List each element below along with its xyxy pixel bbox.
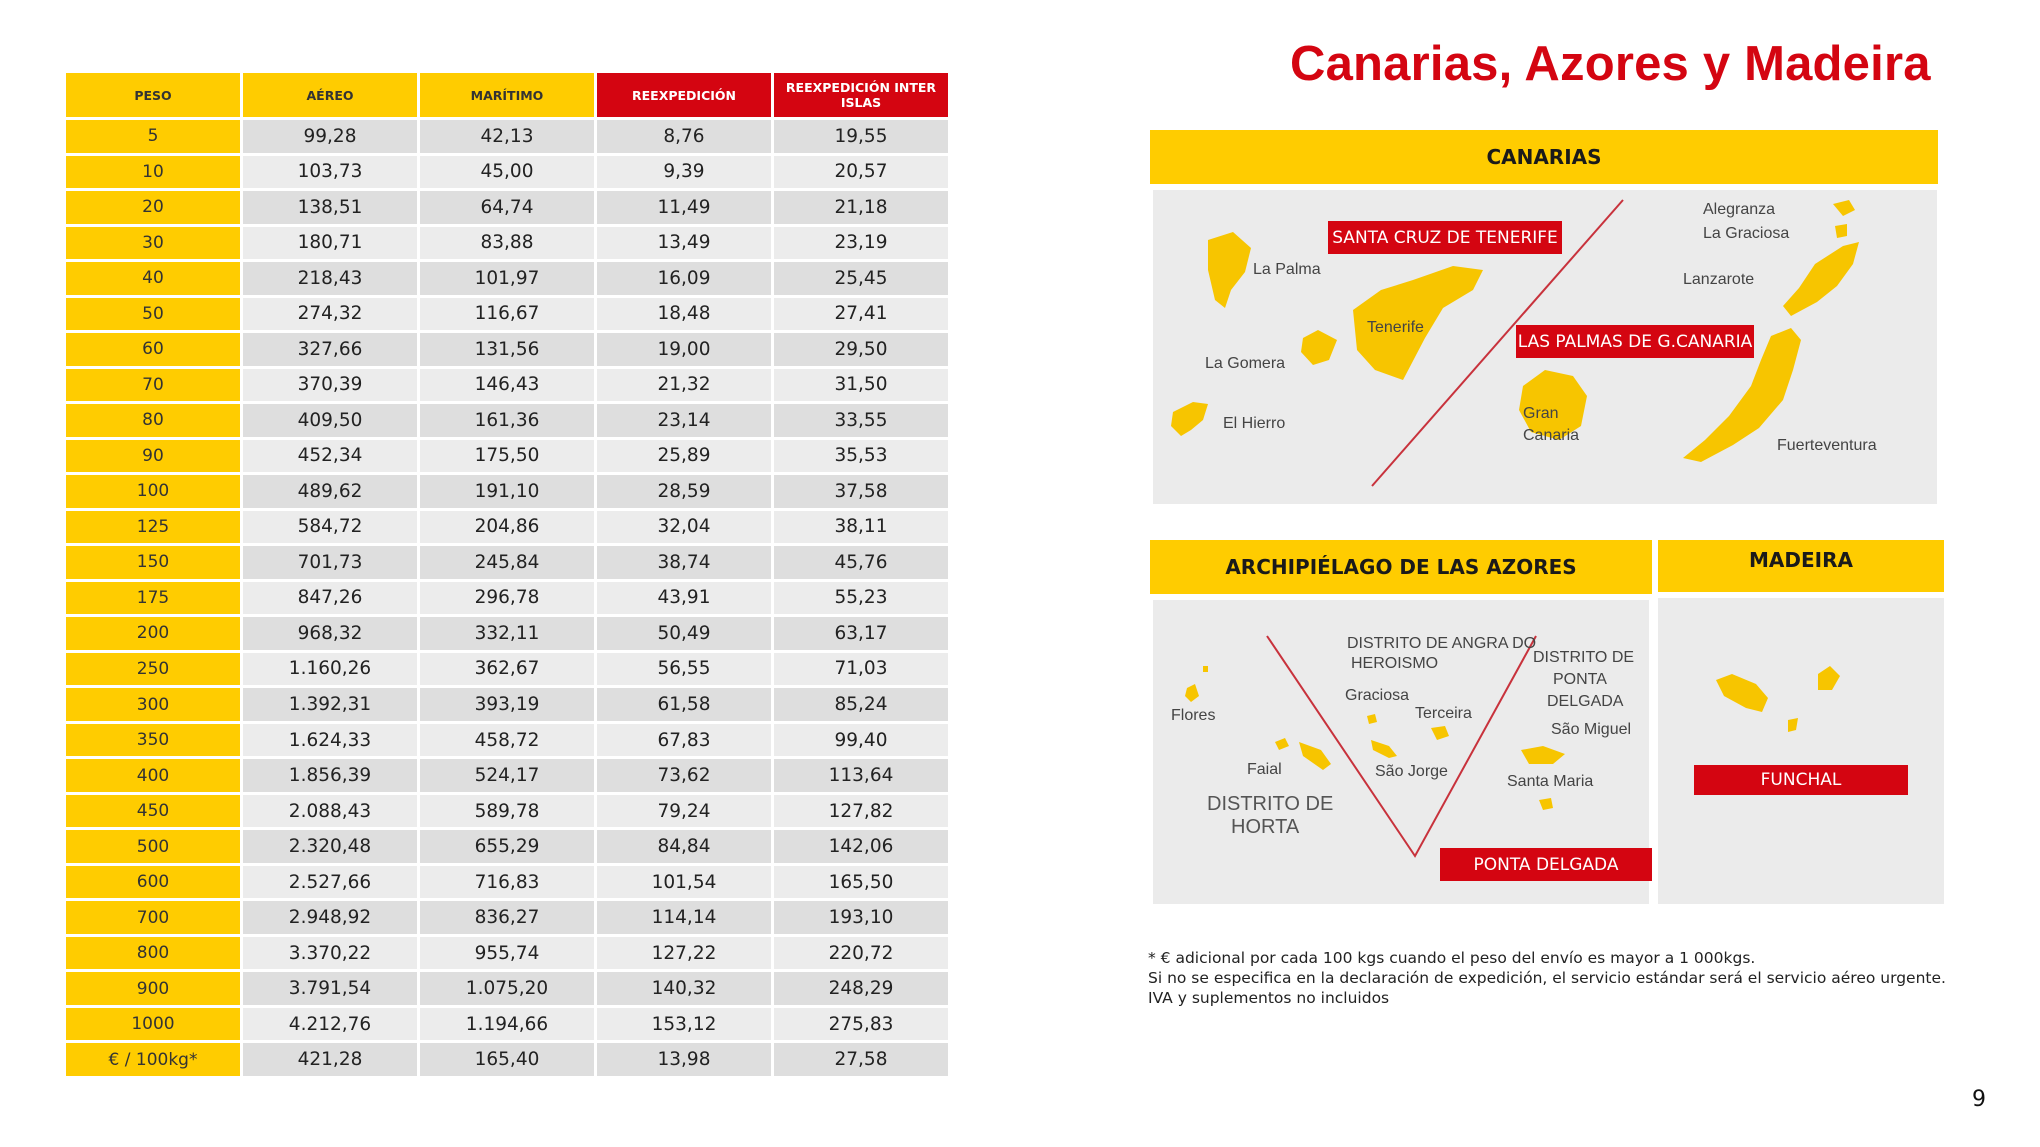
price-cell: 113,64 [774,759,948,792]
price-cell: 218,43 [243,262,417,295]
price-cell: 701,73 [243,546,417,579]
la-palma-island [1208,232,1251,308]
label-lanzarote: Lanzarote [1683,271,1755,288]
peso-cell: 30 [66,227,240,260]
table-header-row [66,73,948,117]
faial-island [1275,738,1289,750]
porto-santo-island [1818,666,1840,690]
price-cell: 180,71 [243,227,417,260]
label-alegranza: Alegranza [1703,201,1776,218]
price-cell: 19,00 [597,333,771,366]
table-row [66,866,948,899]
price-cell: 165,40 [420,1043,594,1076]
price-cell: 3.370,22 [243,937,417,970]
label-district-horta-1: DISTRITO DE [1207,793,1334,815]
price-cell: 836,27 [420,901,594,934]
peso-cell: 300 [66,688,240,721]
price-cell: 275,83 [774,1008,948,1041]
peso-cell: 400 [66,759,240,792]
table-row [66,1043,948,1076]
price-cell: 9,39 [597,156,771,189]
price-cell: 50,49 [597,617,771,650]
price-cell: 955,74 [420,937,594,970]
flores-island [1185,684,1199,702]
table-row [66,333,948,366]
price-cell: 2.088,43 [243,795,417,828]
price-cell: 248,29 [774,972,948,1005]
peso-cell: 250 [66,653,240,686]
la-gomera-island [1301,330,1337,365]
azores-heading: ARCHIPIÉLAGO DE LAS AZORES [1150,540,1652,594]
price-cell: 274,32 [243,298,417,331]
peso-cell: 500 [66,830,240,863]
peso-cell: 150 [66,546,240,579]
table-row [66,475,948,508]
table-row [66,440,948,473]
label-la-gomera: La Gomera [1205,355,1286,372]
header-reexpedicion: REEXPEDICIÓN [597,73,771,117]
price-cell: 21,18 [774,191,948,224]
peso-cell: 450 [66,795,240,828]
price-cell: 127,22 [597,937,771,970]
price-cell: 16,09 [597,262,771,295]
price-cell: 1.194,66 [420,1008,594,1041]
price-cell: 18,48 [597,298,771,331]
santa-maria-island [1539,798,1553,810]
price-cell: 655,29 [420,830,594,863]
price-cell: 27,41 [774,298,948,331]
table-row [66,156,948,189]
tag-santa-cruz-de-tenerife: SANTA CRUZ DE TENERIFE [1328,221,1562,254]
price-cell: 55,23 [774,582,948,615]
peso-cell: 125 [66,511,240,544]
price-cell: 101,97 [420,262,594,295]
page-number: 9 [1972,1087,1986,1112]
label-sao-miguel: São Miguel [1551,721,1632,738]
price-cell: 64,74 [420,191,594,224]
table-row [66,404,948,437]
desertas-island [1788,718,1798,732]
table-row [66,795,948,828]
price-cell: 38,11 [774,511,948,544]
price-cell: 20,57 [774,156,948,189]
table-row [66,262,948,295]
price-cell: 1.160,26 [243,653,417,686]
price-cell: 489,62 [243,475,417,508]
price-cell: 332,11 [420,617,594,650]
peso-cell: 1000 [66,1008,240,1041]
price-cell: 99,40 [774,724,948,757]
peso-cell: 900 [66,972,240,1005]
tag-las-palmas: LAS PALMAS DE G.CANARIA [1516,325,1754,358]
price-cell: 28,59 [597,475,771,508]
price-cell: 127,82 [774,795,948,828]
table-row [66,227,948,260]
peso-cell: 350 [66,724,240,757]
price-cell: 84,84 [597,830,771,863]
peso-cell: 10 [66,156,240,189]
price-cell: 131,56 [420,333,594,366]
price-cell: 31,50 [774,369,948,402]
table-row [66,298,948,331]
peso-cell: 700 [66,901,240,934]
sao-miguel-island [1521,746,1565,764]
table-row [66,653,948,686]
price-cell: 140,32 [597,972,771,1005]
peso-cell: 60 [66,333,240,366]
peso-cell: 70 [66,369,240,402]
price-cell: 35,53 [774,440,948,473]
table-row [66,511,948,544]
price-cell: 146,43 [420,369,594,402]
price-cell: 2.948,92 [243,901,417,934]
peso-cell: 90 [66,440,240,473]
tag-ponta-delgada: PONTA DELGADA [1440,848,1652,881]
madeira-map [1658,598,1944,904]
price-cell: 327,66 [243,333,417,366]
table-row [66,901,948,934]
peso-cell: 175 [66,582,240,615]
price-cell: 83,88 [420,227,594,260]
price-cell: 13,49 [597,227,771,260]
peso-cell: 80 [66,404,240,437]
table-row [66,1008,948,1041]
price-cell: 193,10 [774,901,948,934]
el-hierro-island [1171,402,1208,436]
label-district-angra-2: HEROISMO [1351,655,1439,672]
price-cell: 138,51 [243,191,417,224]
price-cell: 37,58 [774,475,948,508]
label-district-ponta-3: DELGADA [1547,693,1624,710]
price-cell: 2.320,48 [243,830,417,863]
header-maritimo: MARÍTIMO [420,73,594,117]
price-cell: 33,55 [774,404,948,437]
price-cell: 19,55 [774,120,948,153]
price-cell: 8,76 [597,120,771,153]
price-cell: 45,76 [774,546,948,579]
peso-cell: 200 [66,617,240,650]
table-body [66,120,948,1076]
price-cell: 584,72 [243,511,417,544]
price-cell: 42,13 [420,120,594,153]
header-aereo: AÉREO [243,73,417,117]
peso-cell: 40 [66,262,240,295]
label-sao-jorge: São Jorge [1375,763,1448,780]
label-terceira: Terceira [1415,705,1472,722]
la-graciosa-island [1835,224,1847,238]
price-cell: 409,50 [243,404,417,437]
footnote-3: IVA y suplementos no incluidos [1148,989,1390,1007]
price-cell: 452,34 [243,440,417,473]
price-cell: 73,62 [597,759,771,792]
page-title: Canarias, Azores y Madeira [1290,37,1931,91]
pico-island [1299,742,1331,770]
peso-cell: 20 [66,191,240,224]
price-cell: 116,67 [420,298,594,331]
label-district-ponta-2: PONTA [1553,671,1607,688]
price-cell: 161,36 [420,404,594,437]
price-cell: 43,91 [597,582,771,615]
price-cell: 103,73 [243,156,417,189]
price-cell: 67,83 [597,724,771,757]
table-row [66,546,948,579]
price-cell: 23,19 [774,227,948,260]
price-cell: 101,54 [597,866,771,899]
label-el-hierro: El Hierro [1223,415,1286,432]
peso-cell: 100 [66,475,240,508]
madeira-heading: MADEIRA [1658,540,1944,592]
table-row [66,972,948,1005]
price-cell: 25,45 [774,262,948,295]
price-cell: 220,72 [774,937,948,970]
label-gran-canaria-1: Gran [1523,405,1559,422]
price-cell: 25,89 [597,440,771,473]
price-cell: 589,78 [420,795,594,828]
price-cell: 142,06 [774,830,948,863]
graciosa-island [1367,714,1377,724]
table-row [66,582,948,615]
price-cell: 165,50 [774,866,948,899]
price-cell: 85,24 [774,688,948,721]
canarias-heading: CANARIAS [1150,130,1938,184]
price-cell: 79,24 [597,795,771,828]
price-cell: 63,17 [774,617,948,650]
label-la-palma: La Palma [1253,261,1321,278]
price-cell: 296,78 [420,582,594,615]
price-cell: 2.527,66 [243,866,417,899]
price-cell: 29,50 [774,333,948,366]
corvo-island [1203,666,1208,672]
price-cell: 245,84 [420,546,594,579]
table-row [66,724,948,757]
price-cell: 524,17 [420,759,594,792]
price-cell: 175,50 [420,440,594,473]
price-cell: 21,32 [597,369,771,402]
label-district-angra-1: DISTRITO DE ANGRA DO [1347,635,1537,652]
table-row [66,617,948,650]
madeira-map-panel [1658,598,1944,904]
header-peso: PESO [66,73,240,117]
price-cell: 38,74 [597,546,771,579]
header-reexpedicion-inter-islas: REEXPEDICIÓN INTER ISLAS [774,73,948,117]
label-la-graciosa: La Graciosa [1703,225,1790,242]
label-gran-canaria-2: Canaria [1523,427,1580,444]
peso-cell: 600 [66,866,240,899]
price-cell: 191,10 [420,475,594,508]
peso-cell: 5 [66,120,240,153]
price-cell: 370,39 [243,369,417,402]
terceira-island [1431,726,1449,740]
price-cell: 204,86 [420,511,594,544]
price-cell: 968,32 [243,617,417,650]
label-district-ponta-1: DISTRITO DE [1533,649,1635,666]
label-faial: Faial [1247,761,1282,778]
label-santa-maria: Santa Maria [1507,773,1594,790]
price-cell: 45,00 [420,156,594,189]
label-flores: Flores [1171,707,1216,724]
label-district-horta-2: HORTA [1231,816,1300,838]
price-cell: 421,28 [243,1043,417,1076]
table-row [66,830,948,863]
label-tenerife: Tenerife [1367,319,1424,336]
price-cell: 1.392,31 [243,688,417,721]
label-fuerteventura: Fuerteventura [1777,437,1877,454]
price-cell: 1.624,33 [243,724,417,757]
tag-funchal: FUNCHAL [1694,765,1908,795]
price-cell: 3.791,54 [243,972,417,1005]
peso-cell: € / 100kg* [66,1043,240,1076]
price-cell: 23,14 [597,404,771,437]
price-cell: 716,83 [420,866,594,899]
price-cell: 13,98 [597,1043,771,1076]
price-cell: 71,03 [774,653,948,686]
price-cell: 27,58 [774,1043,948,1076]
footnote-1: * € adicional por cada 100 kgs cuando el peso del envío es mayor a 1 000kgs. [1148,949,1756,967]
price-cell: 458,72 [420,724,594,757]
price-cell: 114,14 [597,901,771,934]
lanzarote-island [1783,242,1859,316]
table-row [66,688,948,721]
table-row [66,191,948,224]
price-cell: 61,58 [597,688,771,721]
price-cell: 362,67 [420,653,594,686]
table-row [66,369,948,402]
price-cell: 99,28 [243,120,417,153]
madeira-island [1716,674,1768,712]
table-row [66,937,948,970]
table-row [66,120,948,153]
price-cell: 4.212,76 [243,1008,417,1041]
price-cell: 847,26 [243,582,417,615]
peso-cell: 50 [66,298,240,331]
label-graciosa: Graciosa [1345,687,1410,704]
peso-cell: 800 [66,937,240,970]
rate-table [63,70,951,1079]
alegranza-island [1833,200,1855,216]
price-cell: 1.856,39 [243,759,417,792]
price-cell: 1.075,20 [420,972,594,1005]
sao-jorge-island [1371,740,1397,758]
price-cell: 11,49 [597,191,771,224]
price-cell: 393,19 [420,688,594,721]
footnote-2: Si no se especifica en la declaración de expedición, el servicio estándar será el servicio aéreo urgente. [1148,969,1946,987]
price-cell: 32,04 [597,511,771,544]
price-cell: 56,55 [597,653,771,686]
footnotes [1148,948,1968,1008]
price-cell: 153,12 [597,1008,771,1041]
table-row [66,759,948,792]
